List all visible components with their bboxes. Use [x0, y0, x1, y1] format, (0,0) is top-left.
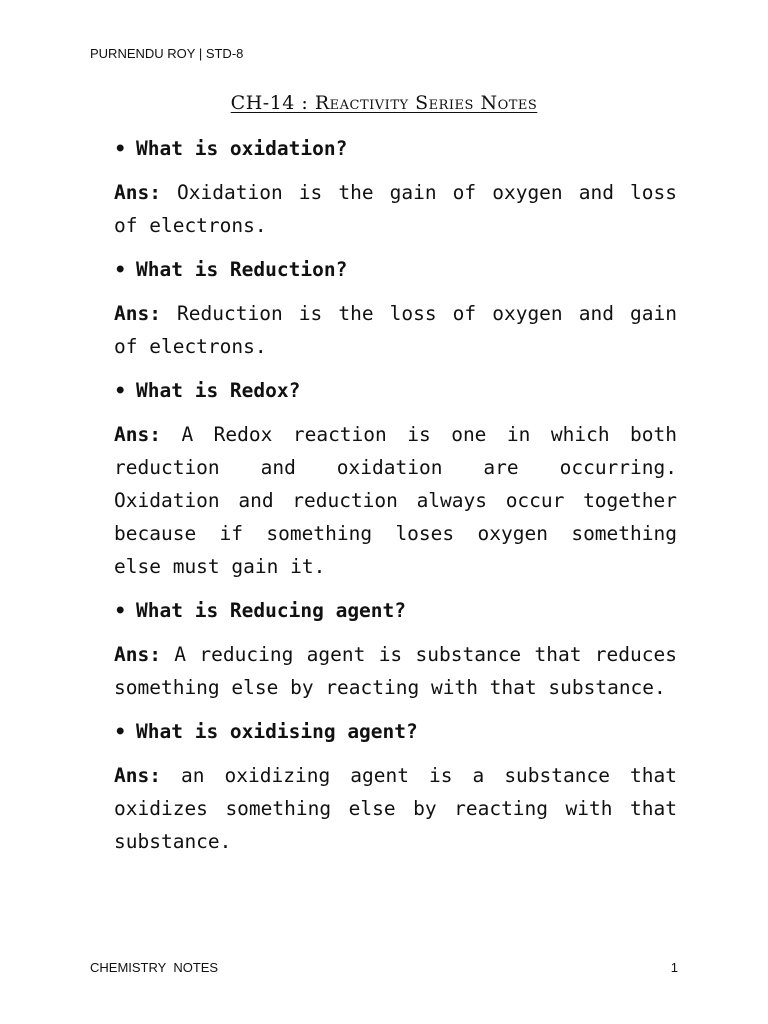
answer-label: Ans:	[114, 302, 161, 325]
question-2	[114, 253, 677, 286]
answer-text: A reducing agent is substance that reduces something else by reacting with that substance.	[114, 643, 677, 699]
answer-label: Ans:	[114, 181, 161, 204]
bullet-icon: •	[114, 137, 127, 160]
answer-text: Reduction is the loss of oxygen and gain of electrons.	[114, 302, 677, 358]
answer-5	[114, 759, 677, 858]
answer-label: Ans:	[114, 764, 161, 787]
answer-text: A Redox reaction is one in which both reduction and oxidation are occurring. Oxidation and reduction always occur together because if something loses oxygen something else must gain it.	[114, 423, 677, 578]
bullet-icon: •	[114, 599, 127, 622]
answer-text: an oxidizing agent is a substance that oxidizes something else by reacting with that substance.	[114, 764, 677, 853]
question-text: What is Reduction?	[136, 258, 348, 281]
question-1	[114, 132, 677, 165]
question-4	[114, 594, 677, 627]
bullet-icon: •	[114, 258, 127, 281]
page-title	[0, 92, 768, 114]
page-header: PURNENDU ROY | STD-8	[90, 46, 244, 61]
question-3	[114, 374, 677, 407]
answer-2	[114, 297, 677, 363]
question-text: What is oxidising agent?	[136, 720, 418, 743]
answer-label: Ans:	[114, 423, 161, 446]
question-text: What is Redox?	[136, 379, 301, 402]
page-number: 1	[670, 960, 678, 975]
answer-3	[114, 418, 677, 583]
answer-label: Ans:	[114, 643, 161, 666]
answer-1	[114, 176, 677, 242]
page-title-text: CH-14 : Reactivity Series Notes	[230, 92, 538, 114]
notes-content	[114, 132, 677, 869]
question-text: What is oxidation?	[136, 137, 348, 160]
footer-title: CHEMISTRY NOTES	[90, 960, 219, 975]
bullet-icon: •	[114, 379, 127, 402]
answer-text: Oxidation is the gain of oxygen and loss of electrons.	[114, 181, 677, 237]
bullet-icon: •	[114, 720, 127, 743]
answer-4	[114, 638, 677, 704]
question-5	[114, 715, 677, 748]
question-text: What is Reducing agent?	[136, 599, 407, 622]
